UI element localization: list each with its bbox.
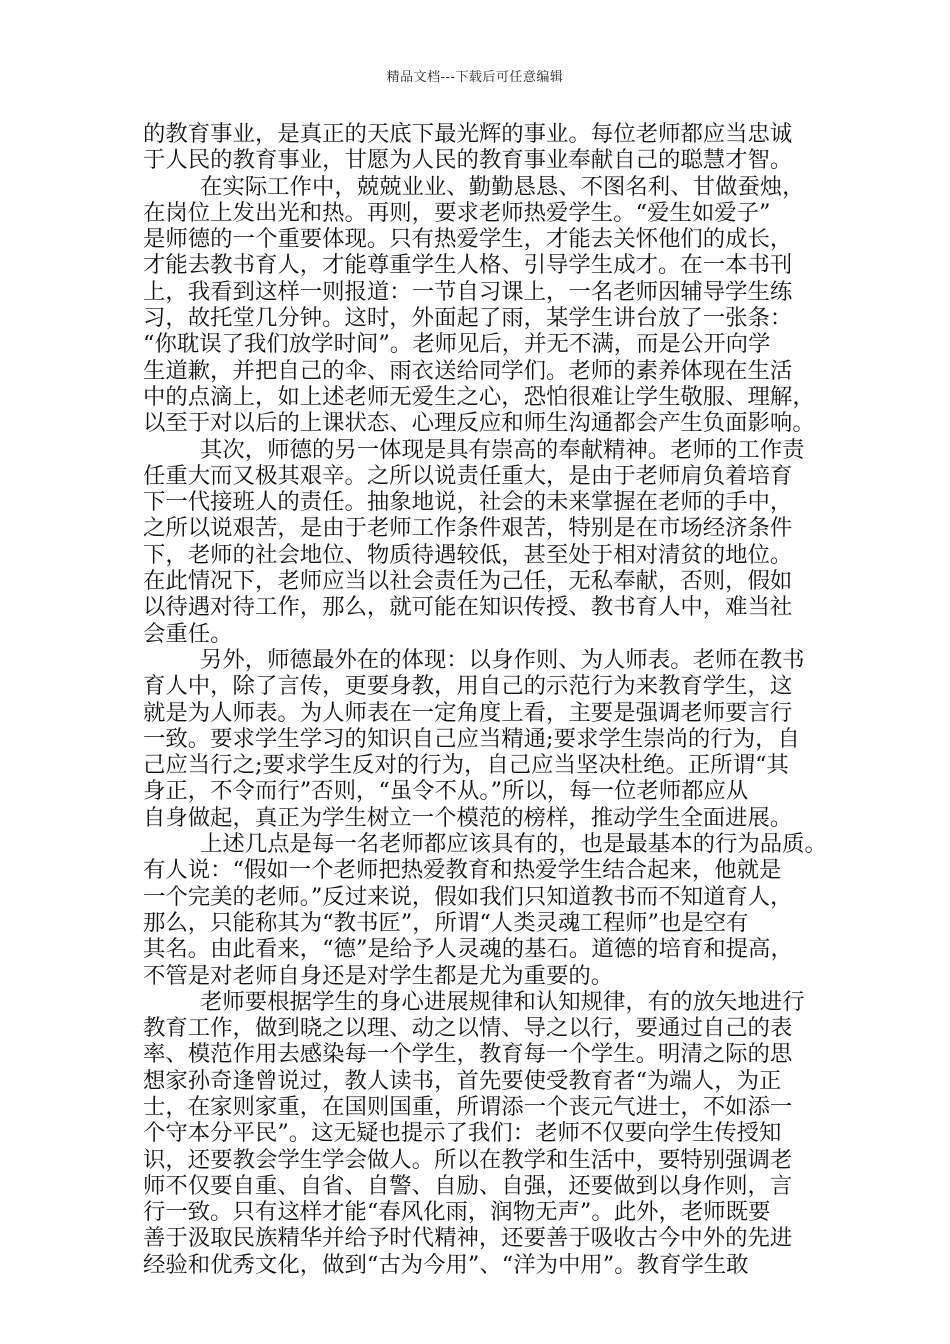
text-line: 行一致。只有这样才能“春风化雨，润物无声”。此外，老师既要: [143, 1199, 771, 1226]
text-line: 于人民的教育事业，甘愿为人民的教育事业奉献自己的聪慧才智。: [143, 147, 793, 174]
text-line: 会重任。: [143, 620, 233, 647]
text-line: 那么，只能称其为“教书匠”，所谓“人类灵魂工程师”也是空有: [143, 909, 749, 936]
text-line: 率、模范作用去感染每一个学生，教育每一个学生。明清之际的思: [143, 1041, 793, 1068]
text-line: 有人说：“假如一个老师把热爱教育和热爱学生结合起来，他就是: [143, 857, 782, 884]
text-line: 教育工作，做到晓之以理、动之以情、导之以行，要通过自己的表: [143, 1015, 793, 1042]
text-line: 不管是对老师自身还是对学生都是尤为重要的。: [143, 962, 614, 989]
text-line: 一个完美的老师。”反过来说，假如我们只知道教书而不知道育人，: [143, 883, 793, 910]
text-line: 在此情况下，老师应当以社会责任为己任，无私奉献，否则，假如: [143, 568, 793, 595]
text-line: 自身做起，真正为学生树立一个模范的榜样，推动学生全面进展。: [143, 804, 793, 831]
text-line: 育人中，除了言传，更要身教，用自己的示范行为来教育学生，这: [143, 673, 793, 700]
paragraph-first-line: 在实际工作中，兢兢业业、勤勤恳恳、不图名利、甘做蚕烛，: [200, 173, 805, 200]
text-line: 才能去教书育人，才能尊重学生人格、引导学生成才。在一本书刊: [143, 252, 793, 279]
text-line: 习，故托堂几分钟。这时，外面起了雨，某学生讲台放了一张条：: [143, 305, 793, 332]
paragraph-first-line: 另外，师德最外在的体现：以身作则、为人师表。老师在教书: [200, 646, 805, 673]
text-line: 个守本分平民”。这无疑也提示了我们：老师不仅要向学生传授知: [143, 1120, 782, 1147]
text-line: 以至于对以后的上课状态、心理反应和师生沟通都会产生负面影响。: [143, 410, 815, 437]
text-line: 的教育事业，是真正的天底下最光辉的事业。每位老师都应当忠诚: [143, 121, 793, 147]
text-line: 识，还要教会学生学会做人。所以在教学和生活中，要特别强调老: [143, 1146, 793, 1173]
text-line: 一致。要求学生学习的知识自己应当精通;要求学生崇尚的行为，自: [143, 725, 800, 752]
text-line: 就是为人师表。为人师表在一定角度上看，主要是强调老师要言行: [143, 699, 793, 726]
paragraph-first-line: 老师要根据学生的身心进展规律和认知规律，有的放矢地进行: [200, 988, 805, 1015]
text-line: 以待遇对待工作，那么，就可能在知识传授、教书育人中，难当社: [143, 594, 793, 621]
text-line: 师不仅要自重、自省、自警、自励、自强，还要做到以身作则，言: [143, 1172, 793, 1199]
text-line: 上，我看到这样一则报道：一节自习课上，一名老师因辅导学生练: [143, 278, 793, 305]
text-line: 善于汲取民族精华并给予时代精神，还要善于吸收古今中外的先进: [143, 1225, 793, 1252]
text-line: 身正，不令而行”否则，“虽令不从。”所以，每一位老师都应从: [143, 778, 749, 805]
paragraph-first-line: 上述几点是每一名老师都应该具有的，也是最基本的行为品质。: [200, 831, 827, 858]
page-header: 精品文档---下载后可任意编辑: [386, 70, 564, 85]
paragraph-first-line: 其次，师德的另一体现是具有崇高的奉献精神。老师的工作责: [200, 436, 805, 463]
text-line: 己应当行之;要求学生反对的行为，自己应当坚决杜绝。正所谓“其: [143, 752, 789, 779]
text-line: “你耽误了我们放学时间”。老师见后，并无不满，而是公开向学: [143, 331, 771, 358]
text-line: 想家孙奇逢曾说过，教人读书，首先要使受教育者“为端人，为正: [143, 1067, 782, 1094]
text-line: 任重大而又极其艰辛。之所以说责任重大，是由于老师肩负着培育: [143, 462, 793, 489]
text-line: 是师德的一个重要体现。只有热爱学生，才能去关怀他们的成长，: [143, 226, 793, 253]
text-line: 士，在家则家重，在国则国重，所谓添一个丧元气进士，不如添一: [143, 1093, 793, 1120]
text-line: 下，老师的社会地位、物质待遇较低，甚至处于相对清贫的地位。: [143, 541, 793, 568]
text-line: 下一代接班人的责任。抽象地说，社会的未来掌握在老师的手中，: [143, 489, 793, 516]
text-line: 经验和优秀文化，做到“古为今用”、“洋为中用”。教育学生敢: [143, 1251, 749, 1278]
text-line: 在岗位上发出光和热。再则，要求老师热爱学生。“爱生如爱子”: [143, 199, 771, 226]
text-line: 其名。由此看来，“德”是给予人灵魂的基石。道德的培育和提高，: [143, 936, 793, 963]
text-line: 中的点滴上，如上述老师无爱生之心，恐怕很难让学生敬服、理解，: [143, 383, 815, 410]
text-line: 之所以说艰苦，是由于老师工作条件艰苦，特别是在市场经济条件: [143, 515, 793, 542]
document-body: [143, 121, 827, 1278]
text-line: 生道歉，并把自己的伞、雨衣送给同学们。老师的素养体现在生活: [143, 357, 793, 384]
